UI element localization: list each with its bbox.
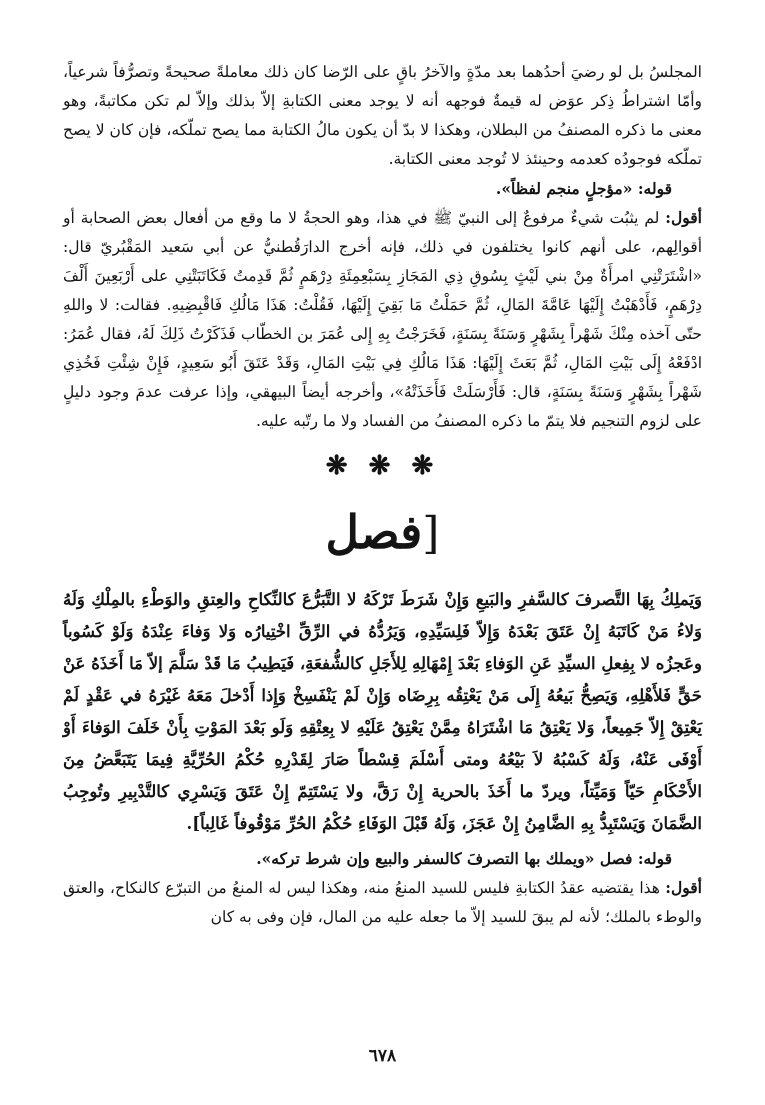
quote-label: قوله:: [637, 849, 672, 868]
answer-text: هذا يقتضيه عقدُ الكتابةِ فليس للسيد المنعُ منه، وهكذا ليس له المنعُ من التبرّع كالنكاح، والعتق والوطء بالملك؛ لأنه لم يبقَ للسيد إلاّ ما جعله عليه من المال، فإن وفى به كان: [63, 879, 702, 926]
answer-paragraph-1: [63, 203, 702, 436]
quote-text: «مؤجلٍ منجم لفظاً».: [495, 179, 633, 198]
commentary-paragraph: [63, 58, 702, 174]
section-heading: [63, 500, 702, 566]
matn-paragraph: [63, 584, 702, 840]
section-separator: ❋ ❋ ❋: [325, 451, 440, 481]
quote-line-1: [63, 174, 702, 203]
answer-label: أقول:: [665, 878, 702, 897]
quote-label: قوله:: [637, 179, 672, 198]
answer-text: لم يثبُت شيءٌ مرفوعٌ إلى النبيّ ﷺ في هذا، وهو الحجةُ لا ما وقع من أفعال بعض الصحابة أو أقوالِهم، على أنهم كانوا يختلفون في ذلك، فإنه أخرج الدارَقُطنيُّ عن أبي سَعيد المَقْبُريّ قال: «اشْتَرَتْنِي امرأَةٌ مِنْ بني لَيْثٍ بِسُوقِ ذِي المَجَازِ بِسَبْعِمِئَةِ دِرْهَمٍ ثُمَّ قَدِمتُ فَكَاتَبَتْنِي على أَرْبَعِينَ أَلْفَ دِرْهَمٍ، فَأَدْهَبْتُ إِلَيْهَا عَامَّةَ المَالِ، ثُمَّ حَمَلْتُ مَا بَقِيَ إِلَيْهَا، فَقُلْتُ: هَذَا مَالُكِ فَاقْبِضِيهِ. فقالت: لا واللهِ حتّى آخذه مِنْكَ شَهْراً بِشَهْرٍ وَسَنَةً بِسَنَةٍ، فَخَرَجْتُ بِهِ إِلى عُمَرَ بن الخطّاب فَذَكَرْتُ ذَلِكَ لَهُ، فقال عُمَرُ: ادْفَعْهُ إِلَى بَيْتِ المَالِ، ثُمَّ بَعَثَ إِلَيْهَا: هَذَا مَالُكِ فِي بَيْتِ المَالِ، وَقَدْ عَتَقَ أَبُو سَعِيدٍ، فَإِنْ شِئْتِ فَخُذِي شَهْراً بِشَهْرٍ وَسَنَةً بِسَنَةٍ، قال: فَأَرْسَلَتْ فَأَخَذَتْهُ»، وأخرجه أيضاً البيهقي، وإذا عرفت عدمَ وجود دليلٍ على لزوم التنجيم فلا يتمّ ما ذكره المصنفُ من الفساد ولا ما رتّبه عليه.: [63, 209, 702, 430]
heading-bracket-open: [: [422, 508, 440, 559]
page-number: ٦٧٨: [368, 1046, 397, 1066]
answer-label: أقول:: [665, 208, 702, 227]
answer-paragraph-2: [63, 873, 702, 932]
heading-word: فصل: [325, 505, 423, 559]
quote-text: فصل «ويملك بها التصرفَ كالسفر والبيع وإن شرط تركه».: [256, 849, 633, 868]
matn-text: وَيَملِكُ بِهَا التَّصرفَ كالسَّفرِ والبَيعِ وَإِنْ شَرَطَ تَرْكَهُ لا التَّبَرُّعَ كالنِّكاحِ والعِتقِ والوَطْءِ بالمِلْكِ وَلَهُ وَلاءُ مَنْ كَاتَبَهُ إِنْ عَتَقَ بَعْدَهُ وَإِلاّ فَلِسَيِّدِهِ، وَيَرُدُّهُ في الرِّقِّ اخْتِيارُه وَلا وَفاءَ عِنْدَهُ وَلَوْ كَسُوباً وعَجزُه لا بِفِعلِ السيِّدِ عَنِ الوَفاءِ بَعْدَ إِمْهَالِهِ لِلأَجَلِ كالشُّفعَةِ، فَيَطِيبُ مَا قَدْ سَلَّمَ إلاّ مَا أَخَذَهُ عَنْ حَقٍّ فَلأَهْلِهِ، وَيَصِحُّ بَيعُهُ إِلَى مَنْ يَعْتِقُه بِرِضَاه وَإِنْ لَمْ يَنْفَسِخْ وَإِذا أَدْخلَ مَعَهُ غَيْرَهُ في عَقْدٍ لَمْ يَعْتِقْ إِلاّ جَمِيعاً، وَلا يَعْتِقُ مَا اشْتَرَاهُ مِمَّنْ يَعْتِقُ عَلَيْهِ لا بِعِتْقِهِ وَلَو بَعْدَ المَوْتِ بِأَنْ خَلَفَ الوَفاءَ أَوْ أَوْفَى عَنْهُ، وَلَهُ كَسْبُهُ لاَ بَيْعُهُ ومتى أَسْلَمَ قِسْطاً صَارَ لِقَدْرِهِ حُكْمُ الحُرِّيَّةِ فِيمَا يَتَبَعَّضُ مِنَ الأَحْكَامِ حَيّاً وَمَيِّتاً، ويردّ ما أَخَذَ بالحرية إِنْ رَقَّ، ولا يَسْتَتِمّ إِنْ عَتَقَ وَيَسْرِي كالتَّدْبِيرِ وتُوجِبُ الضَّمَانَ وَيَسْتَبِدُّ بِهِ الضَّامِنُ إِنْ عَجَزَ، وَلَهُ قَبْلَ الوَفَاءِ حُكْمُ الحُرِّ مَوْقُوفاً غَالِباً].: [63, 590, 702, 833]
commentary-text: المجلسُ بل لو رضيَ أحدُهما بعد مدّةٍ والآخرُ باقٍ على الرّضا كان ذلك معاملةً صحيحةً وتصرُّفاً شرعياً، وأمّا اشتراطُ ذِكر عوَض له قيمةٌ فوجهه أنه لا يوجد معنى الكتابةِ إلاّ بذلك وإلاّ لم تكن مكاتبةً، وهو معنى ما ذكره المصنفُ من البطلان، وهكذا لا بدّ أن يكون مالُ الكتابة مما يصح تملّكه، فإن كان لا يصح تملّكه فوجودُه كعدمه وحينئذ لا تُوجد معنى الكتابة.: [63, 63, 702, 168]
quote-line-2: [63, 844, 702, 873]
